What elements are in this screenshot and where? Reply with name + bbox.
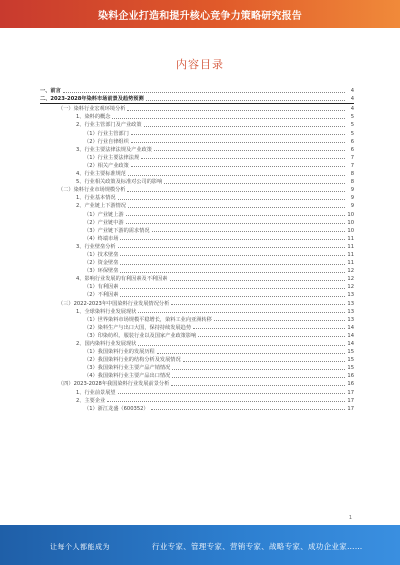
toc-entry-page: 12: [347, 268, 354, 275]
toc-entry-label: 一、前言: [40, 88, 61, 95]
toc-entry[interactable]: [40, 371, 354, 379]
toc-entry-page: 14: [347, 324, 354, 331]
toc-leader-dots: [120, 239, 345, 240]
toc-entry-label: （2）产业链中游: [84, 219, 124, 226]
toc-entry-label: （3）产业链下游的需求情况: [84, 227, 150, 234]
toc-entry[interactable]: [40, 339, 354, 347]
toc-entry[interactable]: [40, 363, 354, 371]
toc-entry[interactable]: [40, 226, 354, 234]
toc-entry-page: 14: [347, 332, 354, 339]
toc-entry-page: 16: [347, 381, 354, 388]
toc-entry[interactable]: [40, 185, 354, 193]
toc-entry-page: 11: [347, 235, 354, 242]
toc-entry-page: 13: [347, 308, 354, 315]
toc-entry-label: （4）我国染料行业主要产品出口情况: [84, 373, 171, 380]
toc-entry-page: 11: [347, 243, 354, 250]
toc-leader-dots: [131, 166, 345, 167]
toc-entry-page: 4: [350, 88, 354, 95]
toc-heading: 内容目录: [176, 58, 224, 71]
toc-entry-page: 5: [350, 114, 354, 121]
toc-entry-page: 15: [347, 349, 354, 356]
toc-entry-page: 14: [347, 341, 354, 347]
toc-leader-dots: [138, 345, 345, 346]
toc-entry-label: 4、行业主要标准规范: [76, 171, 126, 178]
toc-entry-label: （3）印染纺织、服装行业以及国家产业政策影响: [84, 332, 197, 339]
toc-entry-page: 17: [347, 397, 354, 404]
toc-entry[interactable]: [40, 104, 354, 112]
toc-leader-dots: [118, 199, 345, 200]
toc-entry[interactable]: [40, 153, 354, 161]
toc-entry-label: 2、产业链上下游情况: [76, 203, 126, 210]
toc-entry-label: （1）我国染料行业的发展历程: [84, 349, 155, 356]
toc-entry-page: 15: [347, 357, 354, 364]
toc-leader-dots: [120, 288, 345, 289]
toc-leader-dots: [146, 100, 345, 101]
toc-entry[interactable]: [40, 315, 354, 323]
toc-entry-page: 5: [350, 130, 354, 137]
toc-leader-dots: [120, 272, 345, 273]
toc-leader-dots: [128, 175, 345, 176]
header-banner: [0, 0, 400, 28]
toc-entry-label: 二、2023-2028年染料市场前景及趋势预测: [40, 96, 144, 103]
toc-entry[interactable]: [40, 161, 354, 169]
toc-entry-label: 5、行业相关政策及标准对公司的影响: [76, 179, 163, 186]
toc-entry-page: 8: [350, 179, 354, 186]
toc-entry[interactable]: [40, 387, 354, 395]
toc-leader-dots: [127, 191, 345, 192]
toc-entry-page: 13: [347, 292, 354, 299]
toc-entry[interactable]: [40, 347, 354, 355]
toc-leader-dots: [171, 304, 345, 305]
toc-entry-page: 7: [350, 154, 354, 161]
toc-entry-page: 10: [347, 211, 354, 218]
toc-entry-page: 5: [350, 122, 354, 129]
toc-entry-label: （1）世界染料市场规模平稳增长，染料工业向亚洲转移: [84, 316, 212, 323]
toc-entry-label: （3）我国染料行业主要产品产销情况: [84, 365, 171, 372]
toc-entry[interactable]: [40, 86, 354, 94]
toc-leader-dots: [198, 336, 345, 337]
toc-entry-label: （1）行业主管部门: [84, 130, 129, 137]
toc-entry[interactable]: [40, 355, 354, 363]
toc-entry-page: 16: [347, 373, 354, 380]
toc-entry[interactable]: [40, 218, 354, 226]
toc-entry-label: 2、主要企业: [76, 397, 106, 404]
toc-entry-label: （2）染料生产与出口大国，保持持续发展趋势: [84, 324, 192, 331]
toc-entry-page: 4: [350, 96, 354, 103]
toc-leader-dots: [128, 207, 345, 208]
toc-leader-dots: [138, 312, 345, 313]
toc-entry-page: 6: [350, 138, 354, 145]
toc-entry[interactable]: [40, 250, 354, 258]
toc-entry-label: （2）我国染料行业的结构分析及发展情况: [84, 357, 181, 364]
toc-entry[interactable]: [40, 177, 354, 185]
toc-leader-dots: [164, 183, 345, 184]
toc-entry[interactable]: [40, 201, 354, 209]
toc-leader-dots: [127, 110, 345, 111]
report-title: 染料企业打造和提升核心竞争力策略研究报告: [98, 10, 302, 22]
toc-leader-dots: [172, 369, 345, 370]
toc-entry-label: （一）染料行业宏观环境分析: [58, 106, 126, 113]
toc-entry[interactable]: [40, 258, 354, 266]
toc-leader-dots: [118, 247, 345, 248]
footer-slogan: 让每个人都能成为: [50, 543, 110, 551]
toc-entry-page: 10: [347, 219, 354, 226]
toc-leader-dots: [131, 134, 345, 135]
toc-leader-dots: [157, 353, 345, 354]
toc-leader-dots: [120, 264, 345, 265]
toc-entry-page: 9: [350, 187, 354, 194]
toc-leader-dots: [183, 361, 345, 362]
toc-entry-label: 1、全球染料行业发展现状: [76, 308, 137, 315]
toc-entry-label: （1）浙江龙盛（600352）: [84, 405, 149, 412]
toc-entry-label: （3）环保壁垒: [84, 268, 119, 275]
toc-entry[interactable]: [40, 94, 354, 102]
toc-entry-page: 12: [347, 276, 354, 283]
toc-leader-dots: [120, 296, 345, 297]
toc-entry-label: （2）相关产业政策: [84, 162, 129, 169]
toc-entry[interactable]: [40, 298, 354, 306]
toc-entry[interactable]: [40, 396, 354, 404]
toc-entry-page: 9: [350, 203, 354, 210]
toc-entry-page: 12: [347, 284, 354, 291]
toc-leader-dots: [63, 92, 345, 93]
toc-entry-label: 2、国内染料行业发展现状: [76, 341, 137, 347]
toc-entry-label: 3、行业主要法律法规及产业政策: [76, 146, 152, 153]
toc-entry[interactable]: [40, 274, 354, 282]
toc-entry-page: 13: [347, 300, 354, 307]
toc-entry-page: 6: [350, 146, 354, 153]
toc-leader-dots: [112, 118, 345, 119]
toc-entry-label: （2）行业自律组织: [84, 138, 129, 145]
toc-entry-label: 1、行业前景展望: [76, 389, 116, 396]
toc-leader-dots: [107, 401, 345, 402]
toc-leader-dots: [170, 280, 346, 281]
toc-entry[interactable]: [40, 209, 354, 217]
toc-entry-page: 15: [347, 365, 354, 372]
toc-entry[interactable]: [40, 128, 354, 136]
toc-entry[interactable]: [40, 266, 354, 274]
toc-leader-dots: [214, 320, 345, 321]
toc-entry[interactable]: [40, 120, 354, 128]
toc-leader-dots: [152, 231, 345, 232]
toc-entry-label: 2、行业主管部门及产业政策: [76, 122, 142, 129]
toc-leader-dots: [193, 328, 345, 329]
toc-entry-label: （4）终端市场: [84, 235, 119, 242]
toc-entry[interactable]: [40, 323, 354, 331]
toc-entry-page: 4: [350, 106, 354, 113]
toc-entry-page: 7: [350, 162, 354, 169]
toc-entry[interactable]: [40, 193, 354, 201]
toc-entry-label: 3、行业壁垒分析: [76, 243, 116, 250]
toc-leader-dots: [120, 255, 345, 256]
toc-entry[interactable]: [40, 242, 354, 250]
toc-leader-dots: [154, 150, 345, 151]
footer-roles: 行业专家、管理专家、营销专家、战略专家、成功企业家……: [152, 542, 363, 551]
toc-entry[interactable]: [40, 404, 354, 412]
toc-entry-label: 1、染料的概念: [76, 114, 111, 121]
toc-entry-label: （四）2023-2028年我国染料行业发展前景分析: [58, 381, 170, 388]
toc-entry[interactable]: [40, 307, 354, 315]
toc-entry-label: （二）染料行业市场规模分析: [58, 187, 126, 194]
toc-entry-page: 17: [347, 405, 354, 412]
toc-entry-label: （2）资金壁垒: [84, 260, 119, 267]
toc-entry[interactable]: [40, 379, 354, 387]
toc-entry-label: 1、行业基本情况: [76, 195, 116, 202]
toc-entry[interactable]: [40, 282, 354, 290]
toc-entry-label: （1）技术壁垒: [84, 251, 119, 258]
toc-leader-dots: [151, 409, 345, 410]
toc-leader-dots: [172, 377, 345, 378]
toc-entry-page: 11: [347, 251, 354, 258]
toc-entry-label: （三）2022-2023年中国染料行业发展情况分析: [58, 300, 170, 307]
toc-entry-page: 10: [347, 227, 354, 234]
page-number: 1: [348, 515, 352, 521]
toc-entry-label: （1）有利因素: [84, 284, 119, 291]
footer-banner: [0, 525, 400, 565]
toc-entry[interactable]: [40, 169, 354, 177]
toc-entry-page: 17: [347, 389, 354, 396]
toc-entry-page: 13: [347, 316, 354, 323]
toc-entry[interactable]: [40, 234, 354, 242]
toc-leader-dots: [126, 215, 345, 216]
toc-leader-dots: [118, 393, 345, 394]
toc-entry-page: 8: [350, 171, 354, 178]
toc-entry-label: 4、影响行业发展的有利因素及不利因素: [76, 276, 168, 283]
toc-entry[interactable]: [40, 290, 354, 298]
toc-leader-dots: [141, 158, 345, 159]
toc-entry[interactable]: [40, 112, 354, 120]
toc-entry[interactable]: [40, 137, 354, 145]
toc-leader-dots: [171, 385, 345, 386]
table-of-contents: [40, 86, 354, 412]
toc-entry-label: （1）行业主要法律法规: [84, 154, 140, 161]
toc-entry-label: （1）产业链上游: [84, 211, 124, 218]
toc-leader-dots: [126, 223, 345, 224]
toc-entry[interactable]: [40, 331, 354, 339]
toc-entry-page: 9: [350, 195, 354, 202]
toc-leader-dots: [131, 142, 345, 143]
toc-entry[interactable]: [40, 145, 354, 153]
toc-leader-dots: [144, 126, 345, 127]
toc-entry-label: （2）不利因素: [84, 292, 119, 299]
toc-entry-page: 11: [347, 260, 354, 267]
